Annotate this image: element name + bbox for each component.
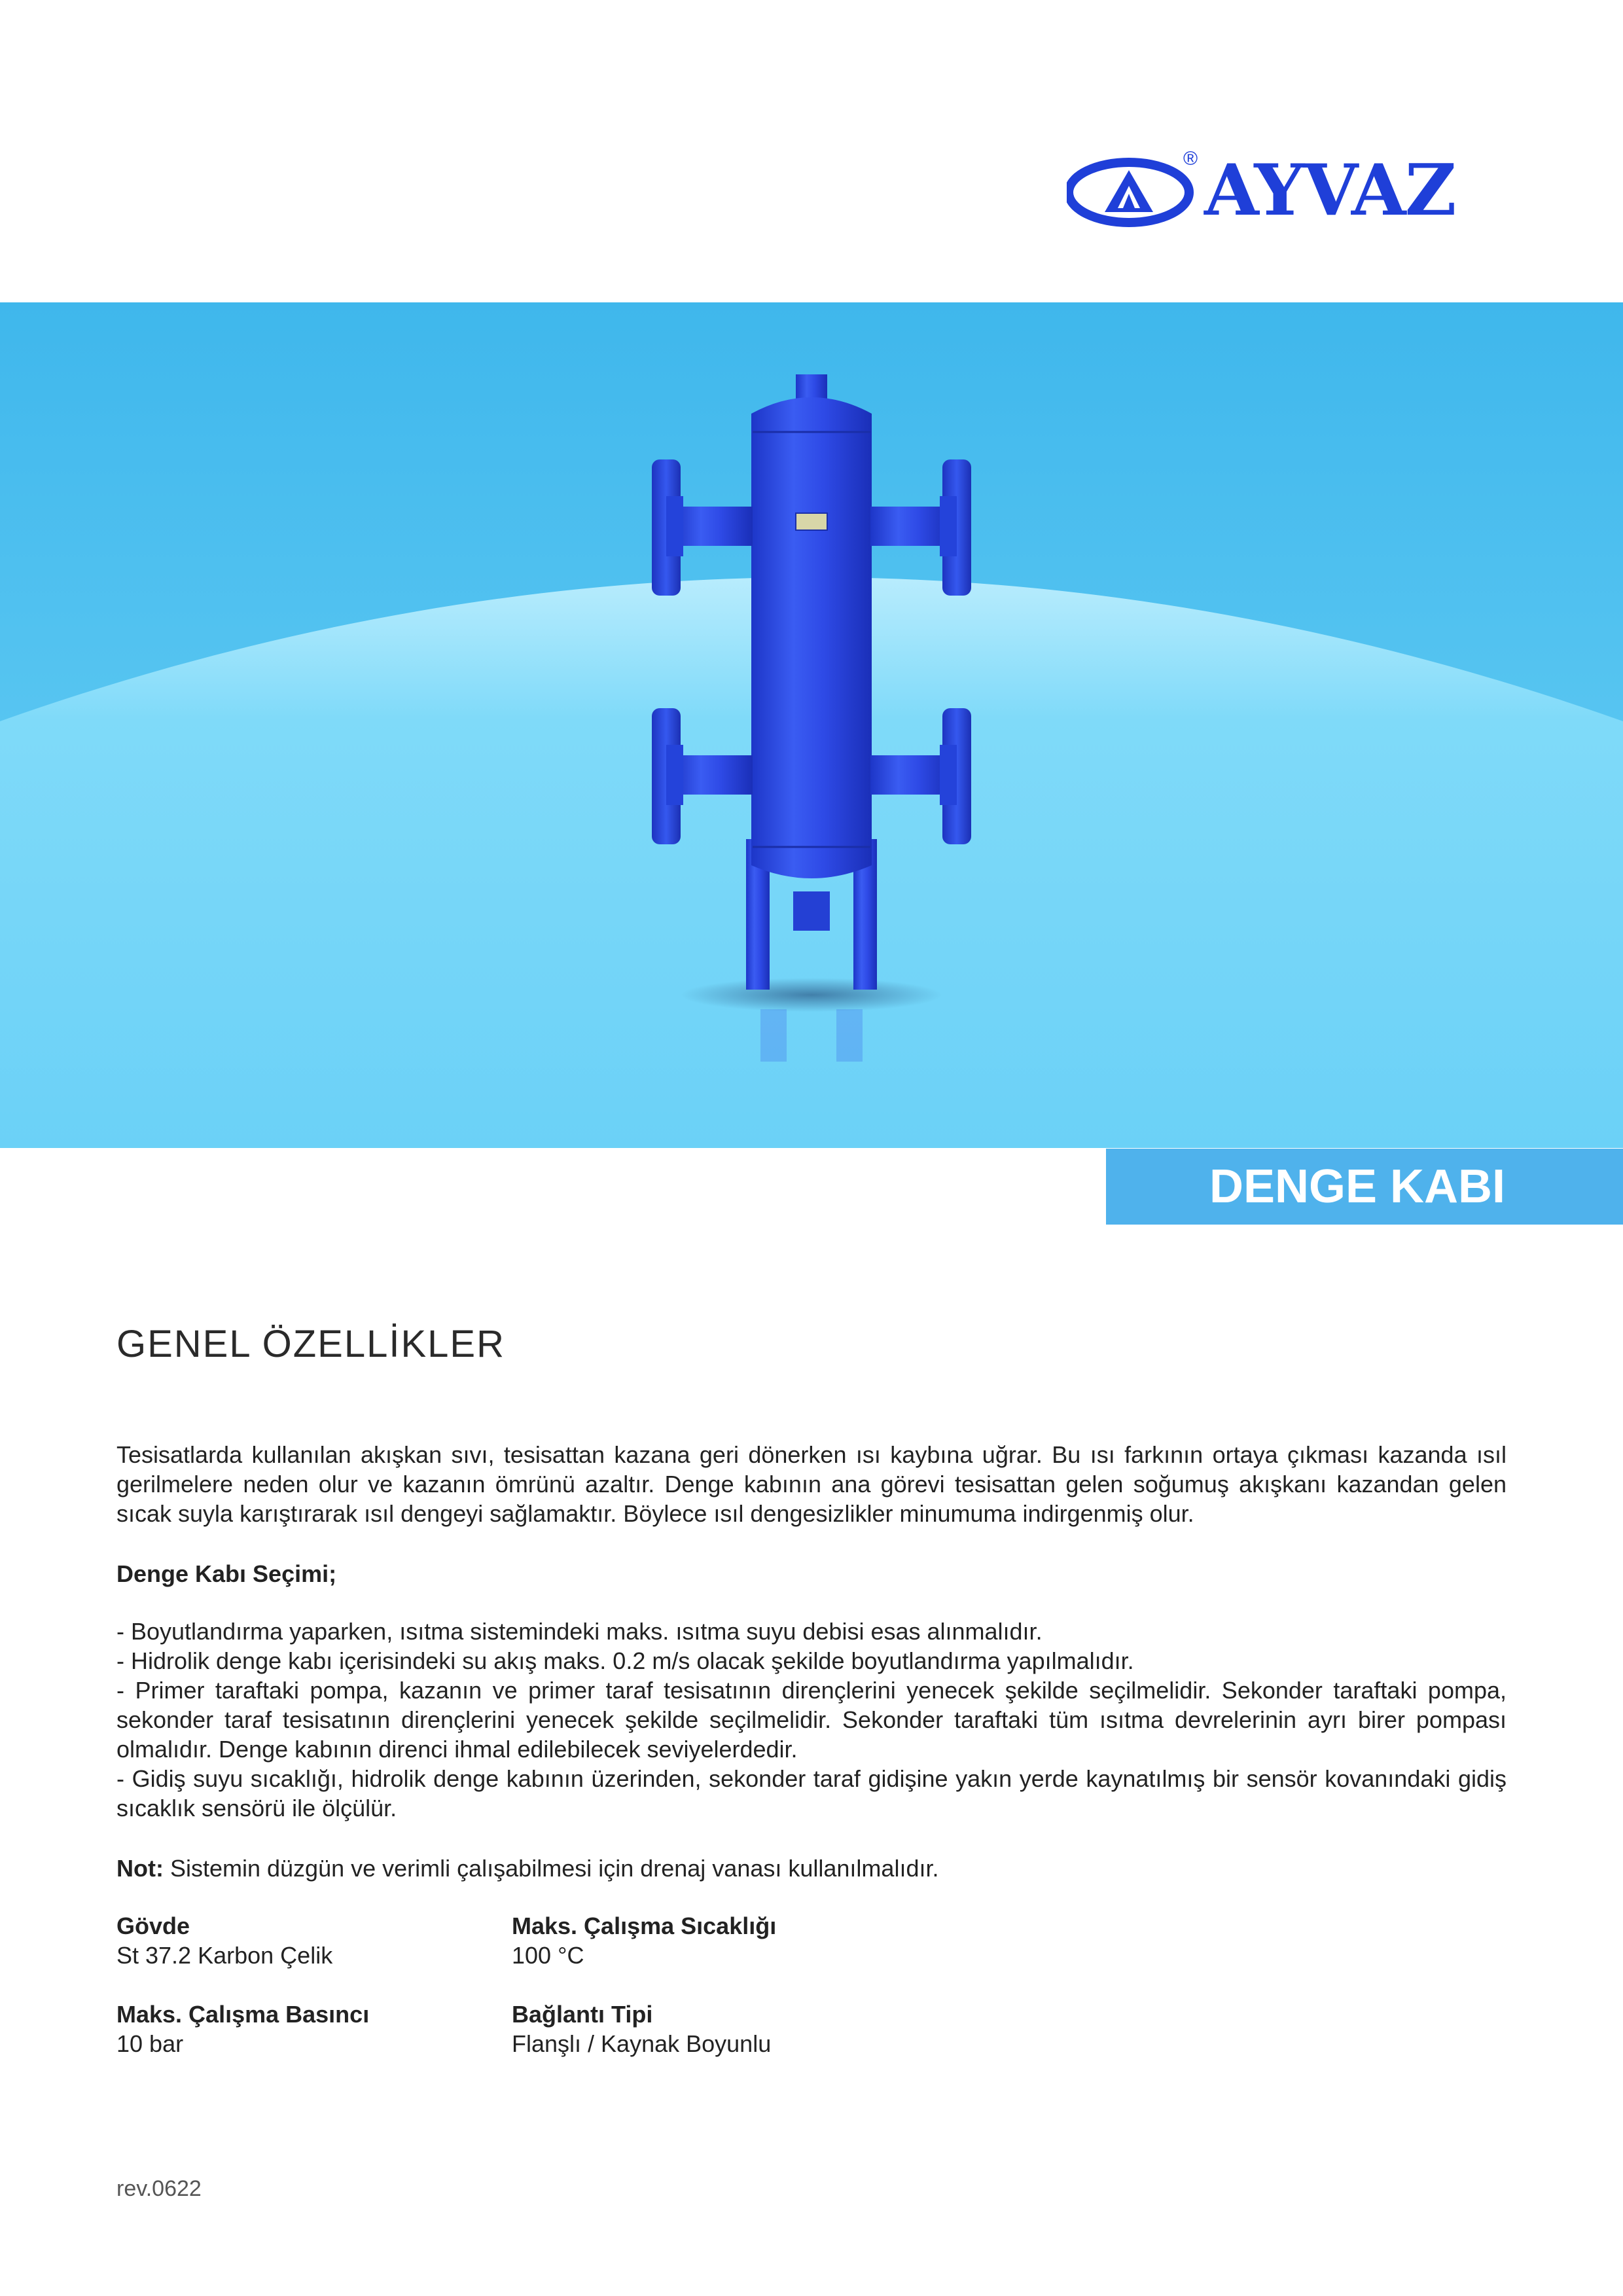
spec-temp-label: Maks. Çalışma Sıcaklığı [512,1912,777,1939]
logo-emblem-icon [1067,152,1198,229]
product-title: DENGE KABI [1209,1160,1505,1213]
revision-label: rev.0622 [116,2176,202,2201]
selection-item: - Gidiş suyu sıcaklığı, hidrolik denge kabının üzerinden, sekonder taraf gidişine yakın yerde kaynatılmış bir sensör kovanındaki gidiş sıcaklık sensörü ile ölçülür. [116,1765,1507,1821]
spec-body-label: Gövde [116,1912,190,1939]
brand-name: AYVAZ [1204,149,1455,232]
note-paragraph [116,1854,1507,1883]
section-title: GENEL ÖZELLİKLER [116,1323,505,1365]
spec-conn-value: Flanşlı / Kaynak Boyunlu [512,2030,772,2057]
brand-logo [1067,148,1512,232]
selection-item: - Boyutlandırma yaparken, ısıtma sistemindeki maks. ısıtma suyu debisi esas alınmalıdır. [116,1618,1043,1645]
hero-product-image [0,302,1623,1148]
note-text: Sistemin düzgün ve verimli çalışabilmesi için drenaj vanası kullanılmalıdır. [163,1855,939,1882]
spec-body-value: St 37.2 Karbon Çelik [116,1942,333,1969]
intro-paragraph: Tesisatlarda kullanılan akışkan sıvı, tesisattan kazana geri dönerken ısı kaybına uğrar. Bu ısı farkının ortaya çıkması kazanda ısıl gerilmelere neden olur ve kazanın ömrünü azaltır. Denge kabının ana görevi tesisattan gelen soğumuş akışkanı kazandan gelen sıcak suyla karıştırarak ısıl dengeyi sağlamaktır. Böylece ısıl dengesizlikler minumuma indirgenmiş olur. [116,1441,1507,1527]
spec-pressure-label: Maks. Çalışma Basıncı [116,2001,370,2028]
selection-item: - Primer taraftaki pompa, kazanın ve primer taraf tesisatının dirençlerini yenecek şekilde seçilmelidir. Sekonder taraftaki pompa, sekonder taraf tesisatının dirençlerini yenecek şekilde seçilmelidir. Sekonder taraftaki tüm ısıtma devrelerinin ayrı birer pompası olmalıdır. Denge kabının direnci ihmal edilebilecek seviyelerdedir. [116,1677,1507,1763]
registered-mark: ® [1183,148,1198,170]
selection-item: - Hidrolik denge kabı içerisindeki su akış maks. 0.2 m/s olacak şekilde boyutlandırma yapılmalıdır. [116,1647,1134,1674]
selection-heading: Denge Kabı Seçimi; [116,1560,337,1587]
spec-conn-label: Bağlantı Tipi [512,2001,653,2028]
spec-pressure-value: 10 bar [116,2030,184,2057]
product-title-band [1106,1149,1623,1225]
spec-temp-value: 100 °C [512,1942,584,1969]
selection-list [116,1617,1507,1823]
note-label: Not: [116,1855,164,1882]
